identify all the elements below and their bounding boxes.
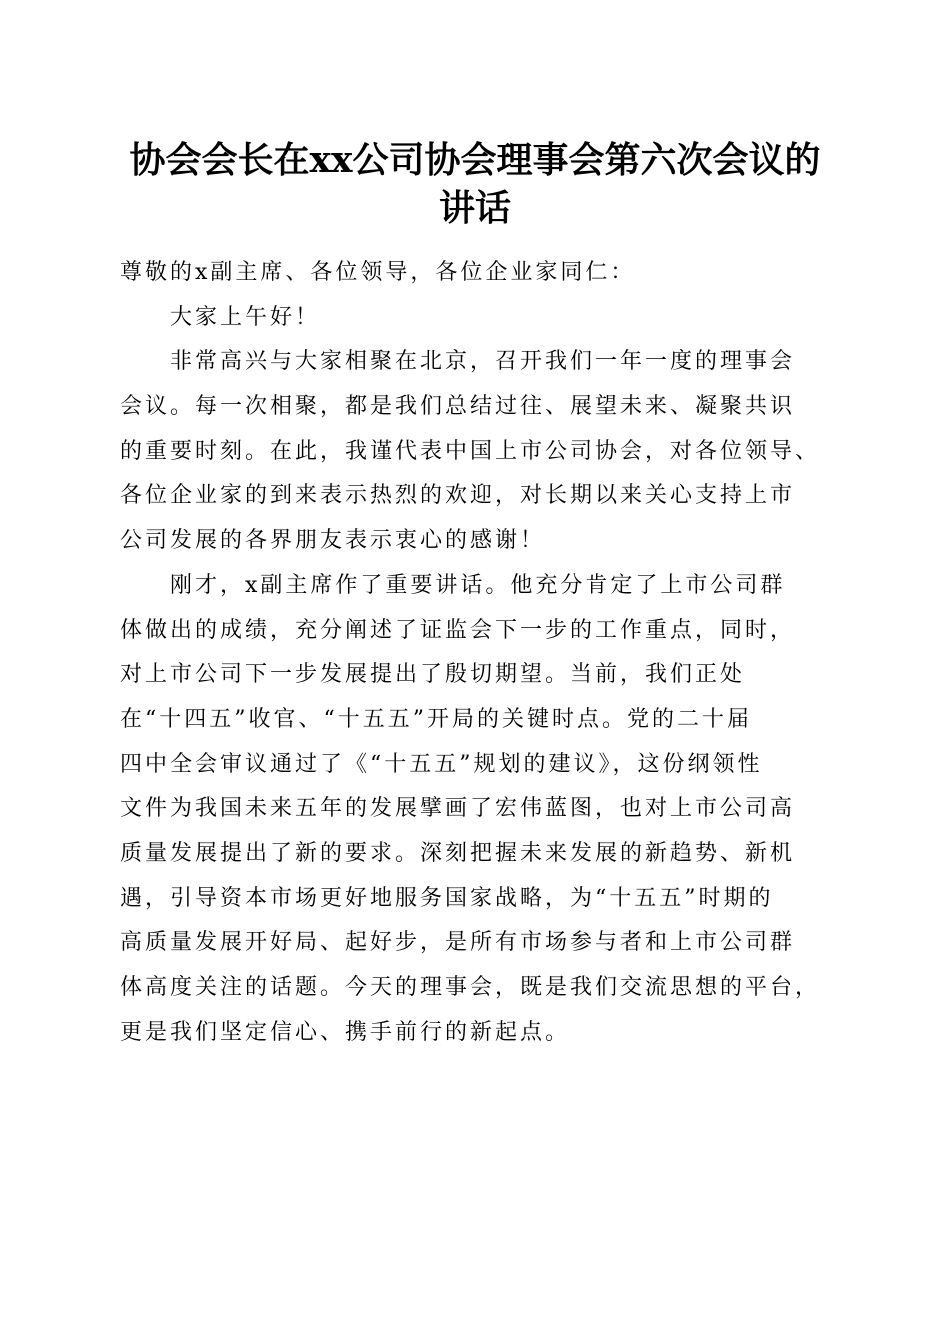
paragraph-2-line: 更是我们坚定信心、携手前行的新起点。 [120, 1019, 571, 1045]
paragraph-2-line: 文件为我国未来五年的发展擘画了宏伟蓝图，也对上市公司高 [120, 796, 796, 822]
paragraph-2-line: 刚才，x副主席作了重要讲话。他充分肯定了上市公司群 [170, 572, 786, 598]
paragraph-2-line: 质量发展提出了新的要求。深刻把握未来发展的新趋势、新机 [120, 840, 796, 866]
paragraph-1-line: 非常高兴与大家相聚在北京，召开我们一年一度的理事会 [170, 349, 796, 375]
paragraph-2-line: 体做出的成绩，充分阐述了证监会下一步的工作重点，同时， [120, 617, 796, 643]
title-line-1: 协会会长在xx公司协会理事会第六次会议的 [129, 139, 821, 181]
salutation: 尊敬的x副主席、各位领导，各位企业家同仁： [120, 260, 636, 285]
greeting: 大家上午好！ [170, 304, 321, 330]
document-title [110, 136, 840, 232]
paragraph-2-line: 四中全会审议通过了《“十五五”规划的建议》，这份纲领性 [120, 751, 763, 777]
paragraph-1-line: 的重要时刻。在此，我谨代表中国上市公司协会，对各位领导、 [120, 438, 821, 464]
paragraph-1-line: 公司发展的各界朋友表示衷心的感谢！ [120, 528, 546, 554]
paragraph-2-line: 在“十四五”收官、“十五五”开局的关键时点。党的二十届 [120, 706, 752, 732]
paragraph-2-line: 体高度关注的话题。今天的理事会，既是我们交流思想的平台， [120, 975, 821, 1000]
paragraph-2-line: 高质量发展开好局、起好步，是所有市场参与者和上市公司群 [120, 930, 796, 956]
document-body [120, 251, 840, 1055]
paragraph-1-line: 各位企业家的到来表示热烈的欢迎，对长期以来关心支持上市 [120, 483, 796, 509]
title-line-2: 讲话 [438, 187, 511, 229]
paragraph-2-line: 遇，引导资本市场更好地服务国家战略，为“十五五”时期的 [120, 885, 774, 911]
paragraph-1-line: 会议。每一次相聚，都是我们总结过往、展望未来、凝聚共识 [120, 394, 796, 420]
paragraph-2-line: 对上市公司下一步发展提出了殷切期望。当前，我们正处 [120, 662, 746, 688]
